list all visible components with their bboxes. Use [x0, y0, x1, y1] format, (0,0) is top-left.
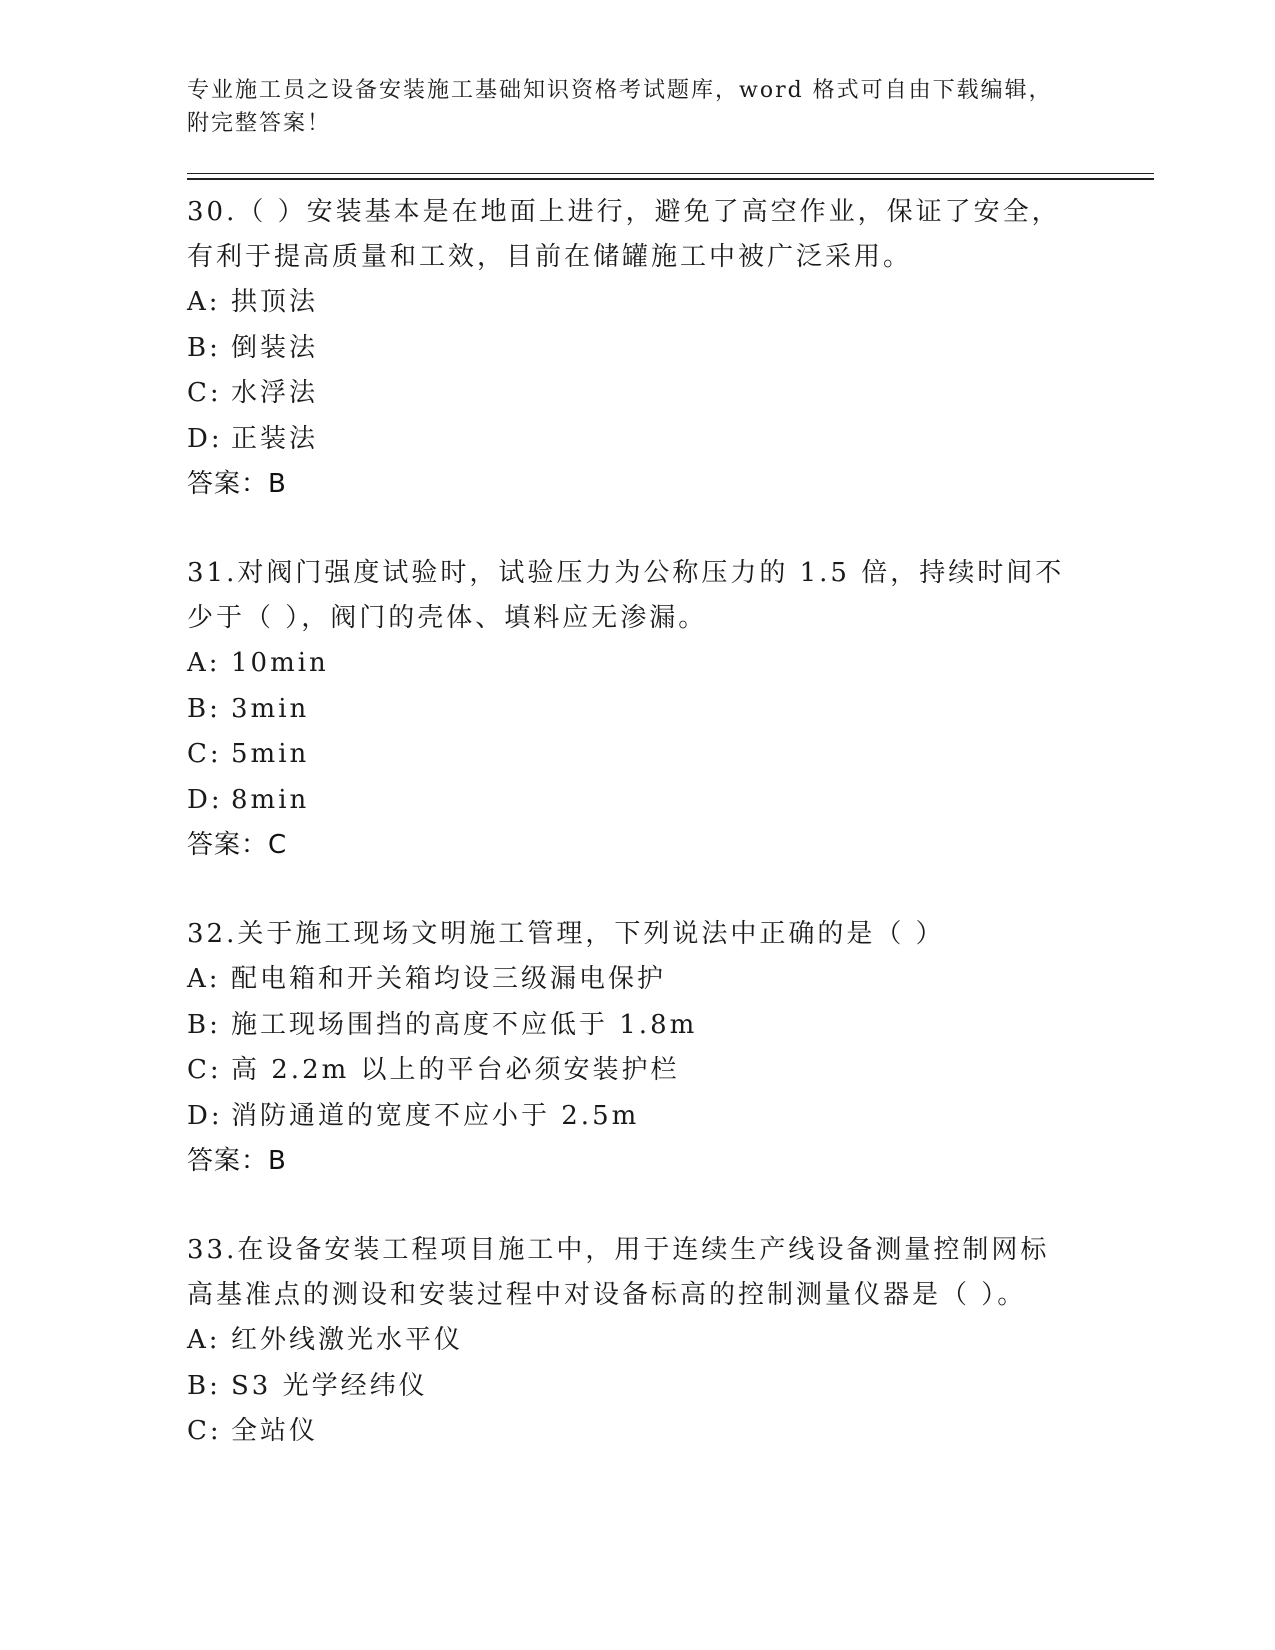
question-32 [187, 912, 1067, 1184]
option-letter: B: [187, 1370, 221, 1401]
header-line-1: 专业施工员之设备安装施工基础知识资格考试题库，word 格式可自由下载编辑， [187, 78, 1053, 103]
option-text: 施工现场围挡的高度不应低于 1.8m [231, 1009, 698, 1040]
option-text: 拱顶法 [231, 287, 319, 317]
option-letter: A: [187, 1325, 221, 1355]
option-letter: C: [187, 739, 222, 769]
option-c [187, 1048, 1067, 1094]
question-list [187, 190, 1067, 1499]
option-text: 倒装法 [231, 332, 319, 363]
option-d [187, 1094, 1067, 1140]
option-letter: D: [187, 784, 223, 815]
option-b [187, 326, 1067, 372]
document-header [187, 74, 1087, 140]
option-c [187, 732, 1067, 778]
option-letter: C: [187, 378, 222, 408]
option-text: 全站仪 [231, 1416, 319, 1446]
option-letter: C: [187, 1055, 222, 1085]
option-text: 红外线激光水平仪 [231, 1325, 464, 1355]
option-letter: C: [187, 1416, 222, 1446]
option-text: 3min [231, 693, 310, 724]
option-d [187, 417, 1067, 463]
header-divider-thin [187, 173, 1154, 174]
option-letter: D: [187, 1100, 223, 1131]
option-text: 消防通道的宽度不应小于 2.5m [231, 1100, 640, 1131]
option-text: 水浮法 [231, 378, 319, 408]
answer-label: 答案：C [187, 830, 288, 860]
question-31 [187, 551, 1067, 868]
question-30 [187, 190, 1067, 507]
option-c [187, 371, 1067, 417]
option-letter: A: [187, 964, 221, 994]
question-text: 30.（ ）安装基本是在地面上进行，避免了高空作业，保证了安全，有利于提高质量和工效，目前在储罐施工中被广泛采用。 [187, 197, 1061, 272]
option-text: 正装法 [231, 423, 319, 454]
option-b [187, 687, 1067, 733]
header-divider-thick [187, 178, 1154, 180]
question-text: 33.在设备安装工程项目施工中，用于连续生产线设备测量控制网标高基准点的测设和安装过程中对设备标高的控制测量仪器是（ ）。 [187, 1235, 1050, 1310]
option-text: 5min [231, 739, 310, 769]
question-text: 32.关于施工现场文明施工管理，下列说法中正确的是（ ） [187, 919, 945, 949]
option-d [187, 778, 1067, 824]
option-text: S3 光学经纬仪 [231, 1370, 428, 1401]
option-letter: B: [187, 1009, 221, 1040]
question-text: 31.对阀门强度试验时，试验压力为公称压力的 1.5 倍，持续时间不少于（ ），阀门的壳体、填料应无渗漏。 [187, 558, 1065, 633]
header-line-2: 附完整答案！ [187, 111, 332, 136]
option-text: 配电箱和开关箱均设三级漏电保护 [231, 964, 667, 994]
option-a [187, 957, 1067, 1003]
option-a [187, 280, 1067, 326]
option-text: 8min [231, 784, 310, 815]
option-a [187, 1318, 1067, 1364]
option-letter: B: [187, 693, 221, 724]
option-c [187, 1409, 1067, 1455]
option-letter: A: [187, 648, 221, 678]
option-letter: B: [187, 332, 221, 363]
option-text: 高 2.2m 以上的平台必须安装护栏 [231, 1055, 680, 1085]
option-b [187, 1003, 1067, 1049]
answer-label: 答案：B [187, 1146, 287, 1176]
answer-label: 答案：B [187, 469, 287, 499]
question-33 [187, 1228, 1067, 1455]
option-letter: D: [187, 423, 223, 454]
option-a [187, 641, 1067, 687]
option-text: 10min [231, 648, 329, 678]
option-letter: A: [187, 287, 221, 317]
option-b [187, 1364, 1067, 1410]
